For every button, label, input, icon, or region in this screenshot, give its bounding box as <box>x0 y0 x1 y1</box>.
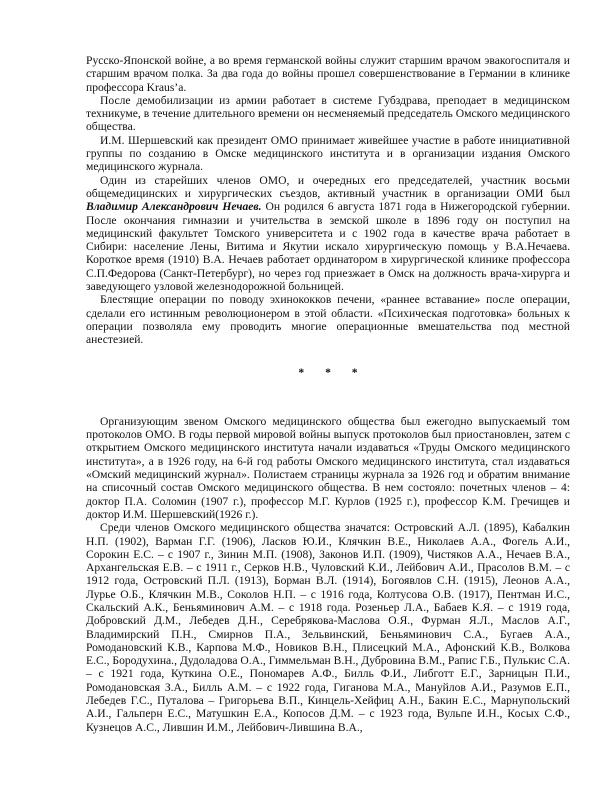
paragraph-demobilization: После демобилизации из армии работает в системе Губздрава, преподает в медицинском техникуме, в течение длительного времени он несменяемый председатель Омского медицинского общества. <box>86 93 570 134</box>
paragraph-members-list: Среди членов Омского медицинского общества значатся: Островский А.Л. (1895), Кабалкин Н.П. (1902), Варман Г.Г. (1906), Ласков Ю.И., Клячкин В.Е., Николаев А.А., Фогель А.И., Сорокин Е.С. – с 1907 г., Зинин М.П. (1908), Законов И.П. (1909), Чистяков А.А., Нечаев В.А., Архангельская Е.В. – с 1911 г., Серков Н.В., Чуловский К.И., Лейбович А.И., Прасолов В.М. – с 1912 года, Островский П.Л. (1913), Борман В.Л. (1914), Богоявлов С.Н. (1915), Леонов А.А., Лурье О.Б., Клячкин М.В., Соколов Н.П. – с 1916 года, Колтусова О.В. (1917), Пентман И.С., Скальский А.К., Беньяминович А.М. – с 1918 года. Розеньер Л.А., Бабаев К.Я. – с 1919 года, Добровский Д.М., Лебедев Д.Н., Серебрякова-Маслова О.Я., Фурман Я.Л., Маслов А.Г., Владимирский П.Н., Смирнов П.А., Зельвинский, Беньяминович С.А., Бугаев А.А., Ромодановский К.В., Карпова М.Ф., Новиков В.Н., Плисецкий М.А., Афонский К.В., Волкова Е.С., Бородухина., Дудоладова О.А., Гиммельман В.Н., Дубровина В.М., Рапис Г.Б., Пулькис С.А. – с 1921 года, Куткина О.Е., Пономарев А.Ф., Билль Ф.И., Либготт Е.Г., Зарницын П.И., Ромодановская З.А., Билль А.М. – с 1922 года, Гиганова М.А., Мануйлов А.И., Разумов Е.П., Лебедев Г.С., Путалова – Григорьева В.П., Кинцель-Хейфиц А.Н., Бакин Е.С., Марнупольский А.И., Гальперн Е.С., Матушкин Е.А., Копосов Д.М. – с 1923 года, Вульпе И.Н., Косых С.Ф., Кузнецов А.С., Лившин И.М., Лейбович-Лившина В.А., <box>86 521 570 734</box>
paragraph-continuation: Русско-Японской войне, а во время германской войны служит старшим врачом эвакогоспиталя и старшим врачом полка. За два года до войны прошел совершенствование в Германии в клинике профессора Kraus’a. <box>86 54 570 94</box>
nechaev-name: Владимир Александрович Нечаев. <box>86 200 262 214</box>
document-page <box>86 54 570 734</box>
nechaev-bio: Он родился 6 августа 1871 года в Нижегородской губернии. После окончания гимназии и учительства в земской школе в 1896 году он поступил на медицинский факультет Томского университета и с 1902 года в качестве врача работает в Сибири: население Лены, Витима и Якутии искало хирургическую помощь у В.А.Нечаева. Короткое время (1910) В.А. Нечаев работает ординатором в хирургической клинике профессора С.П.Федорова (Санкт-Петербург), но через год приезжает в Омск на должность врача-хирурга и заведующего узловой железнодорожной больницей. <box>86 200 571 294</box>
section-divider: * * * <box>298 365 367 379</box>
nechaev-intro: Один из старейших членов ОМО, и очередных его председателей, участник восьми общемедицинских и хирургических съездов, активный участник в организации ОМИ был <box>86 173 570 200</box>
section-society <box>86 415 570 734</box>
paragraph-shershevsky: И.М. Шершевский как президент ОМО принимает живейшее участие в работе инициативной группы по созданию в Омске медицинского института и в организации издания Омского медицинского журнала. <box>86 133 570 174</box>
paragraph-protocols: Организующим звеном Омского медицинского общества был ежегодно выпускаемый том протоколов ОМО. В годы первой мировой войны выпуск протоколов был приостановлен, затем с открытием Омского медицинского института начали издаваться «Труды Омского медицинского института», а в 1926 году, на 6-й год работы Омского медицинского института, стал издаваться «Омский медицинский журнал». Полистаем страницы журнала за 1926 год и обратим внимание на списочный состав Омского медицинского общества. В нем состояло: почетных членов – 4: доктор П.А. Соломин (1907 г.), профессор М.Г. Курлов (1925 г.), профессор К.М. Гречищев и доктор И.М. Шершевский(1926 г.). <box>86 414 570 521</box>
section-biographies <box>86 54 570 347</box>
paragraph-nechaev <box>86 174 570 294</box>
paragraph-operations: Блестящие операции по поводу эхинококков печени, «раннее вставание» после операции, сделали его истинным революционером в этой области. «Психическая подготовка» больных к операции позволяла ему проводить многие операционные вмешательства под местной анестезией. <box>86 293 570 347</box>
